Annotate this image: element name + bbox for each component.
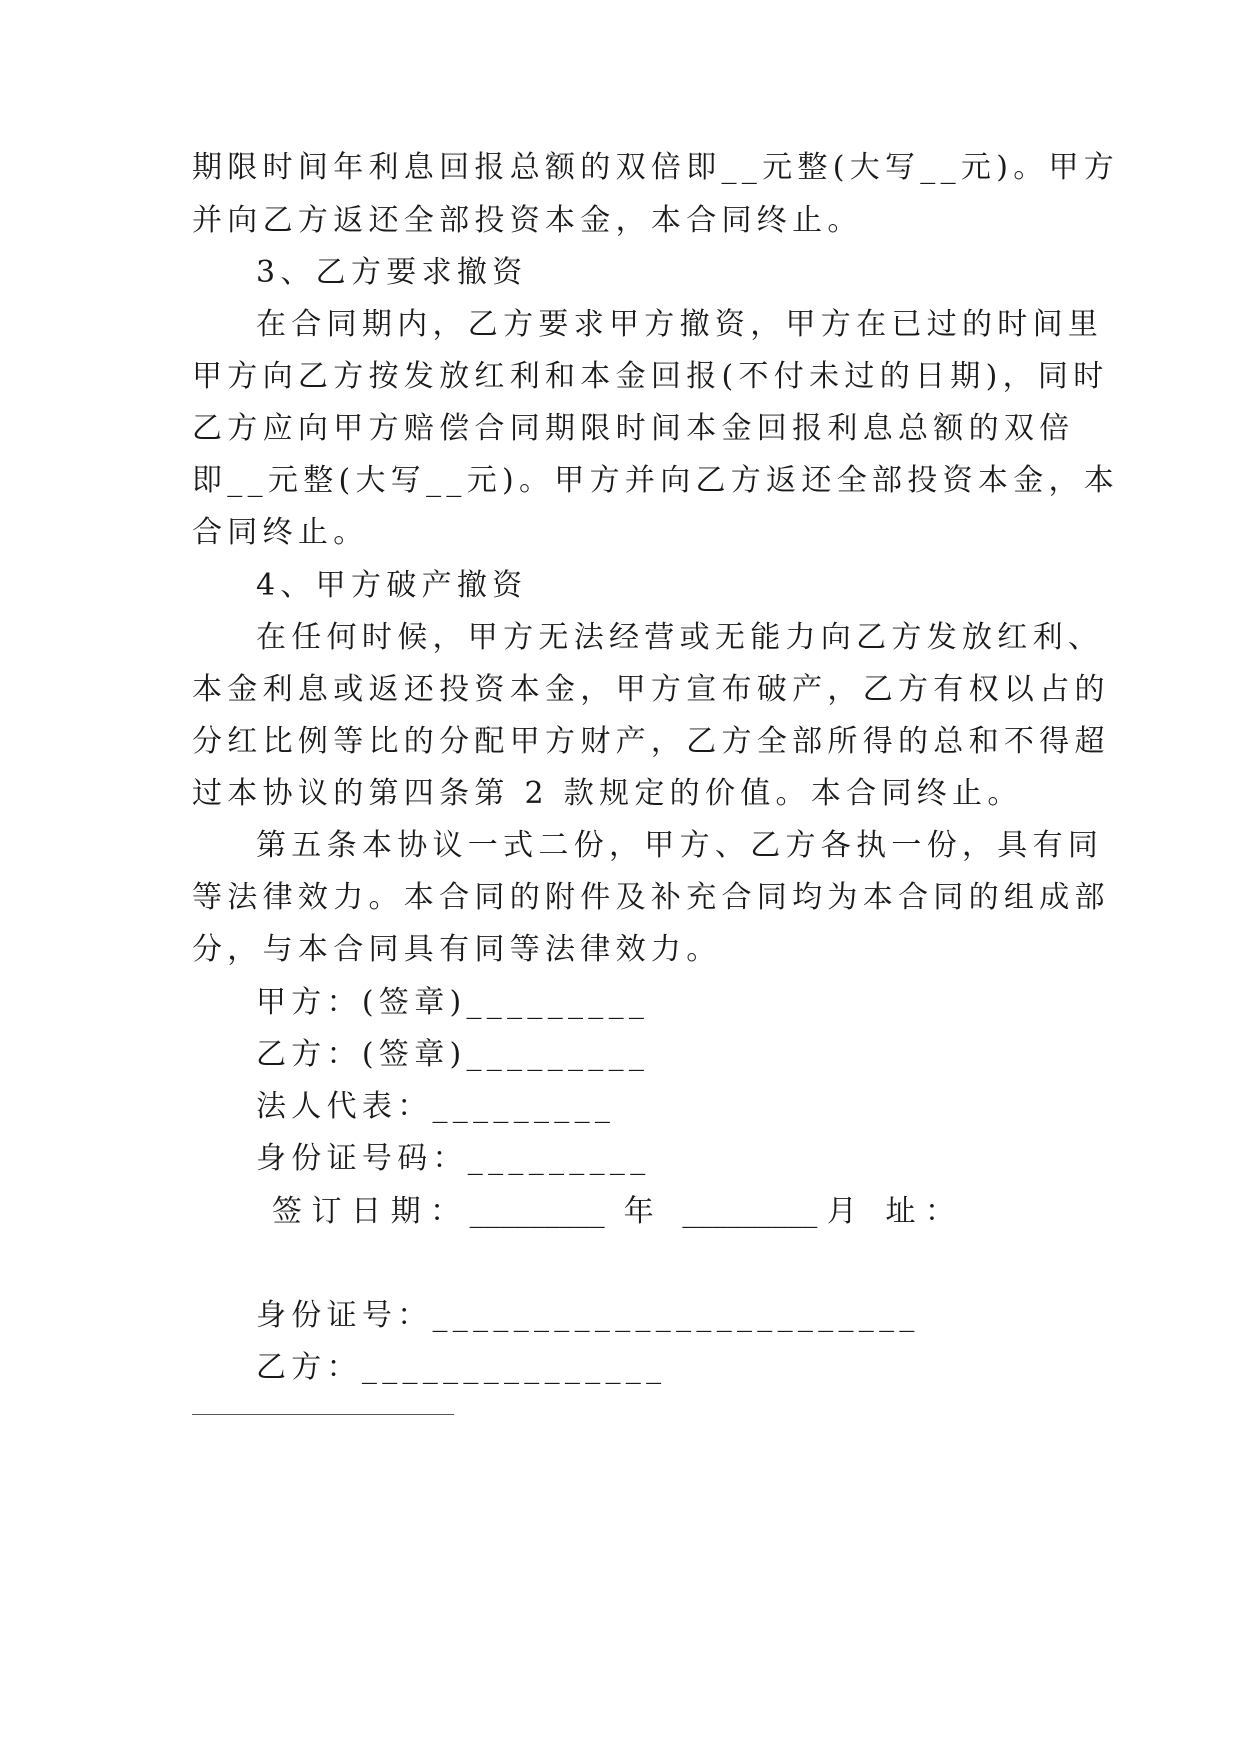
signing-date-line: 签 订 日 期 ： _________ 年 _________ 月 址 ： (272, 1194, 956, 1229)
party-b-line: 乙方：_______________ (256, 1350, 667, 1385)
paragraph-line: 在任何时候，甲方无法经营或无能力向乙方发放红利、 (256, 620, 1104, 655)
party-b-signature-line: 乙方：(签章)_________ (256, 1037, 650, 1072)
paragraph-line: 本金利息或返还投资本金，甲方宣布破产，乙方有权以占的 (192, 672, 1110, 707)
paragraph-line: 过本协议的第四条第 2 款规定的价值。本合同终止。 (192, 776, 1023, 811)
id-number-short-line: 身份证号：________________________ (256, 1298, 920, 1333)
paragraph-line: 期限时间年利息回报总额的双倍即__元整(大写__元)。甲方 (192, 150, 1120, 185)
paragraph-line: 分红比例等比的分配甲方财产，乙方全部所得的总和不得超 (192, 724, 1110, 759)
paragraph-line: 并向乙方返还全部投资本金，本合同终止。 (192, 203, 863, 238)
blank-underline (192, 1414, 454, 1415)
paragraph-line: 第五条本协议一式二份，甲方、乙方各执一份，具有同 (256, 828, 1104, 863)
paragraph-line: 分，与本合同具有同等法律效力。 (192, 932, 722, 967)
id-number-line: 身份证号码：_________ (256, 1141, 651, 1176)
paragraph-line: 在合同期内，乙方要求甲方撤资，甲方在已过的时间里 (256, 307, 1104, 342)
section-heading: 4、甲方破产撤资 (256, 568, 528, 603)
paragraph-line: 即__元整(大写__元)。甲方并向乙方返还全部投资本金，本 (192, 463, 1120, 498)
section-heading: 3、乙方要求撤资 (256, 255, 528, 290)
paragraph-line: 乙方应向甲方赔偿合同期限时间本金回报利息总额的双倍 (192, 411, 1075, 446)
paragraph-line: 甲方向乙方按发放红利和本金回报(不付未过的日期)，同时 (192, 359, 1109, 394)
party-a-signature-line: 甲方：(签章)_________ (256, 985, 650, 1020)
paragraph-line: 等法律效力。本合同的附件及补充合同均为本合同的组成部 (192, 880, 1110, 915)
legal-representative-line: 法人代表：_________ (256, 1089, 616, 1124)
paragraph-line: 合同终止。 (192, 515, 369, 550)
